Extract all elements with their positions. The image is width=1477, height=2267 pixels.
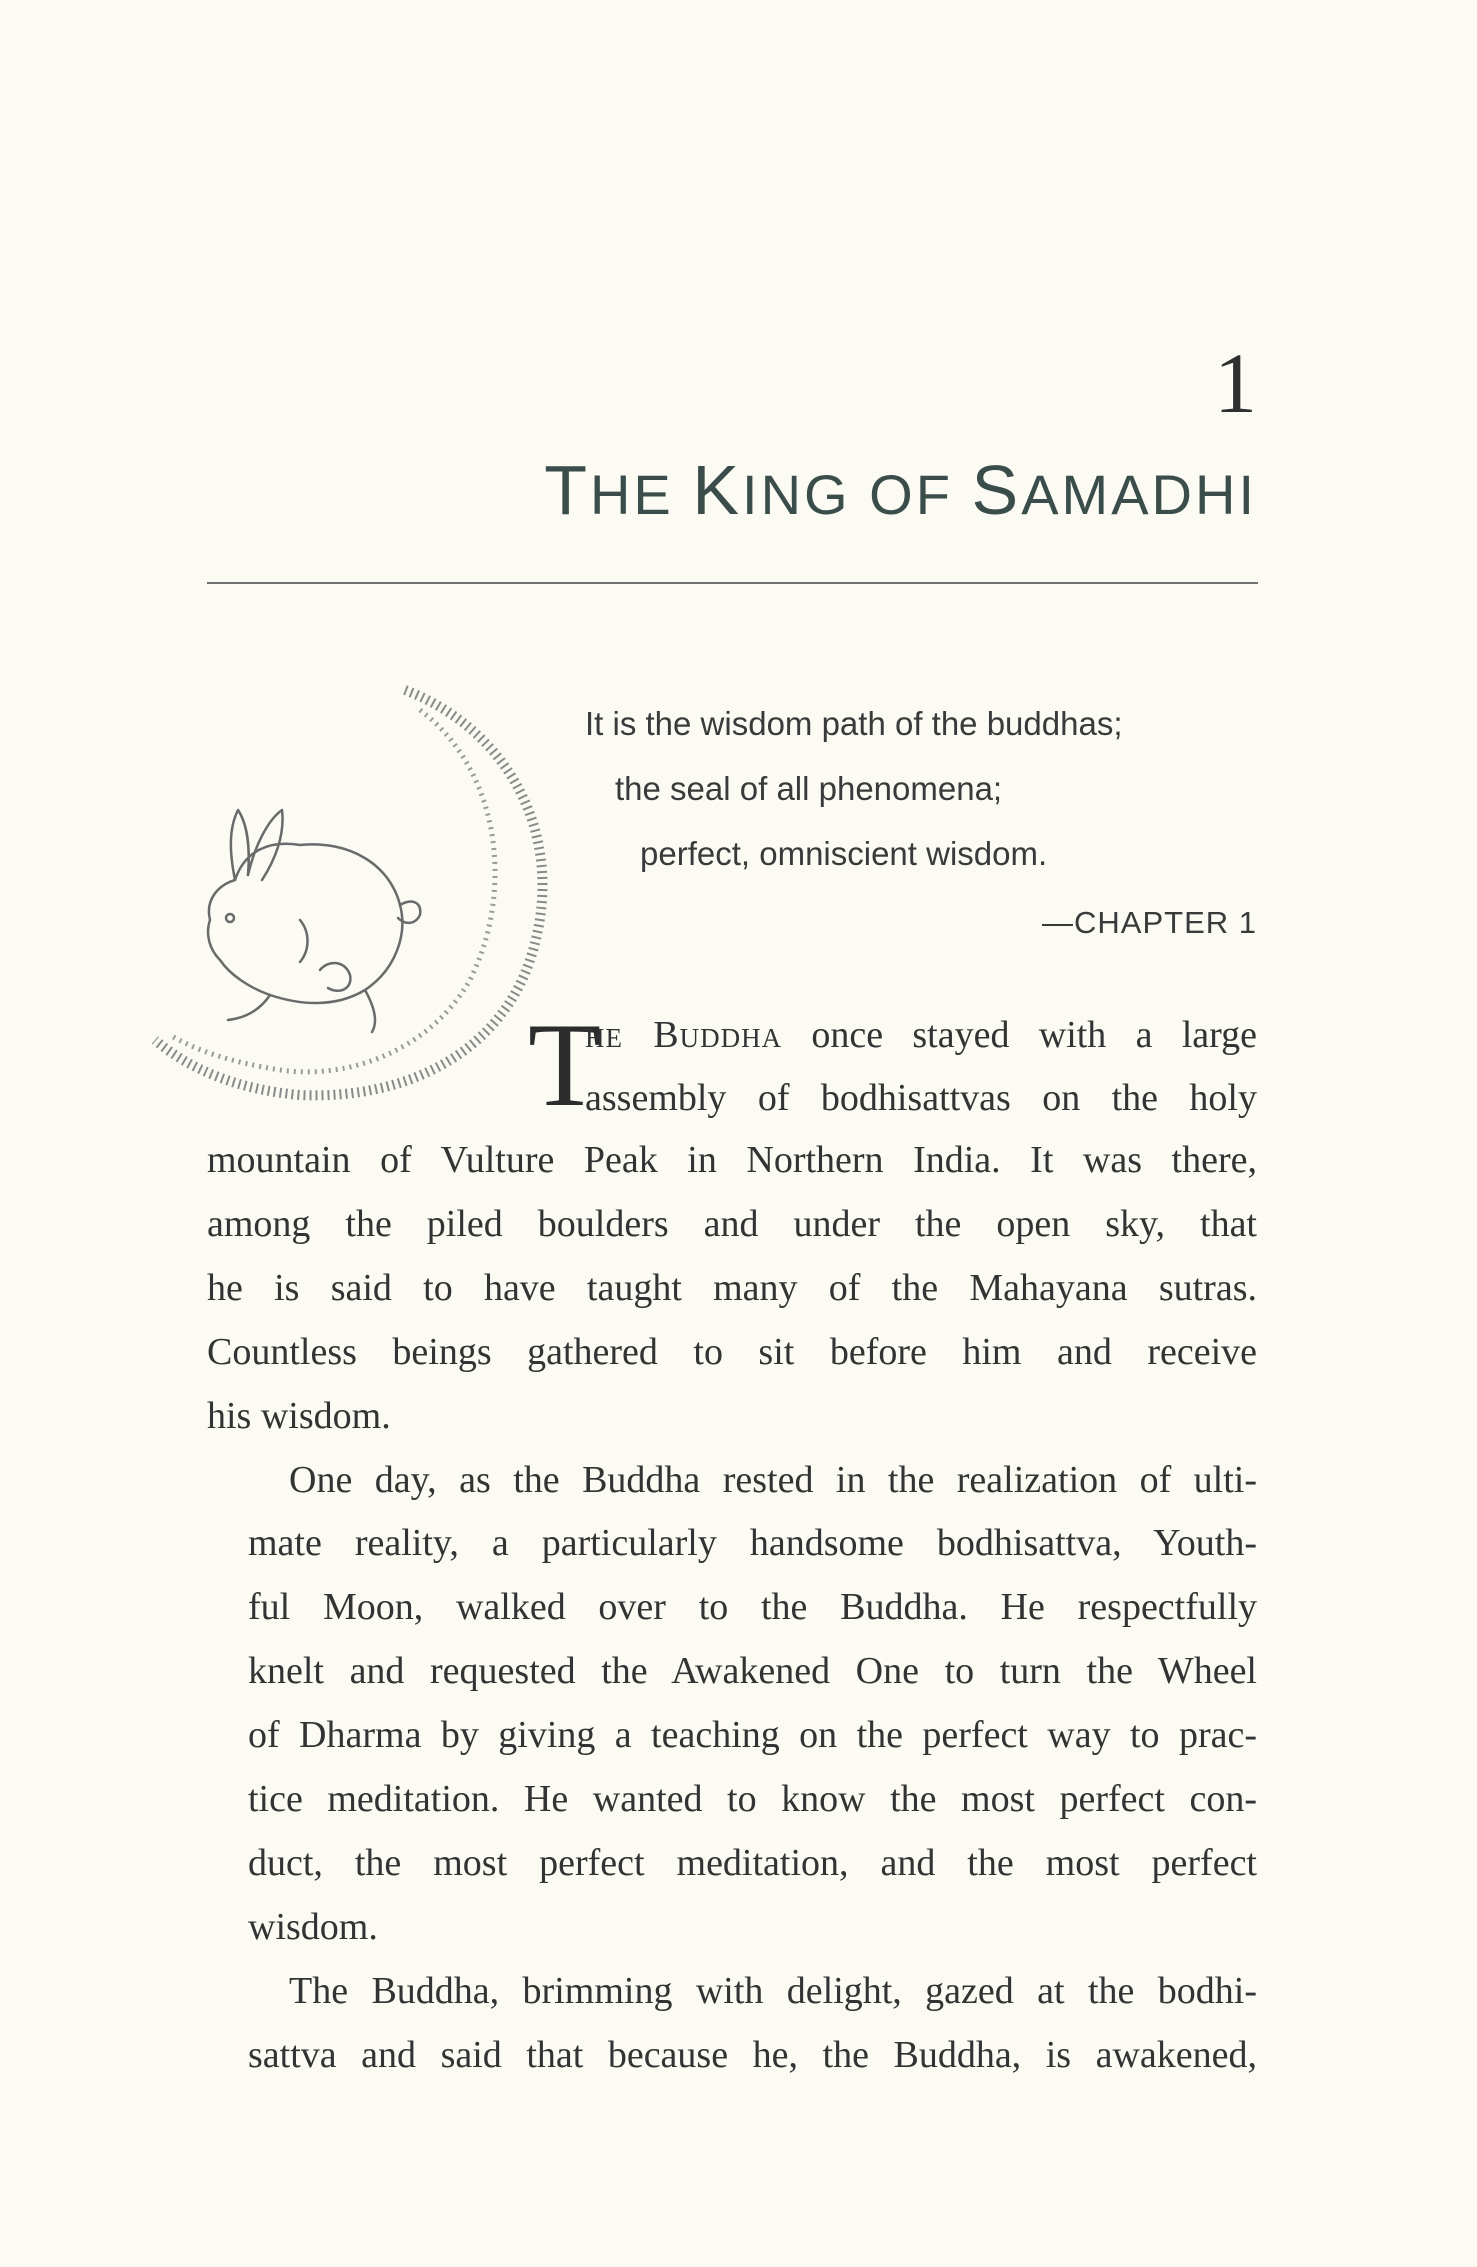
chapter-title	[544, 451, 1257, 529]
chapter-title-part: HE	[589, 463, 693, 526]
chapter-title-part: T	[544, 451, 590, 529]
opening-text: once stayed with a large	[782, 1014, 1257, 1056]
text-line: The Buddha, brimming with delight, gazed at the bodhi-	[289, 1969, 1257, 2012]
epigraph-source: —CHAPTER 1	[1042, 905, 1257, 940]
paragraph	[207, 1960, 1257, 2088]
opening-line: assembly of bodhisattvas on the holy	[585, 1077, 1257, 1119]
text-line: of Dharma by giving a teaching on the perfect way to prac-	[248, 1714, 1257, 1757]
text-line: his wisdom.	[207, 1394, 391, 1437]
paragraph	[207, 1129, 1257, 1449]
text-line: ful Moon, walked over to the Buddha. He respectfully	[248, 1586, 1257, 1629]
epigraph-line: the seal of all phenomena;	[615, 770, 1003, 807]
text-line: tice meditation. He wanted to know the most perfect con-	[248, 1778, 1257, 1821]
body-text	[207, 1129, 1257, 2088]
text-line: One day, as the Buddha rested in the realization of ulti-	[289, 1458, 1257, 1501]
chapter-title-part: AMADHI	[1021, 463, 1257, 526]
text-line: sattva and said that because he, the Buddha, is awakened,	[248, 2033, 1257, 2076]
text-line: he is said to have taught many of the Mahayana sutras.	[207, 1266, 1257, 1309]
chapter-title-part: S	[971, 451, 1022, 529]
paragraph	[207, 1449, 1257, 1960]
text-line: knelt and requested the Awakened One to turn the Wheel	[248, 1650, 1257, 1693]
chapter-title-part: K	[692, 451, 743, 529]
epigraph-line: perfect, omniscient wisdom.	[640, 835, 1048, 872]
chapter-title-part: ING OF	[742, 463, 972, 526]
text-line: wisdom.	[248, 1905, 378, 1948]
chapter-number: 1	[1214, 335, 1257, 431]
text-line: among the piled boulders and under the open sky, that	[207, 1202, 1257, 1245]
text-line: mate reality, a particularly handsome bodhisattva, Youth-	[248, 1522, 1257, 1565]
opening-small-caps: he Buddha	[585, 1014, 783, 1056]
text-line: Countless beings gathered to sit before him and receive	[207, 1330, 1257, 1373]
drop-cap: T	[528, 998, 602, 1131]
epigraph-line: It is the wisdom path of the buddhas;	[585, 705, 1123, 742]
text-line: duct, the most perfect meditation, and the most perfect	[248, 1841, 1257, 1884]
opening-line	[585, 1003, 1257, 1067]
title-divider	[207, 582, 1258, 584]
text-line: mountain of Vulture Peak in Northern India. It was there,	[207, 1139, 1257, 1181]
